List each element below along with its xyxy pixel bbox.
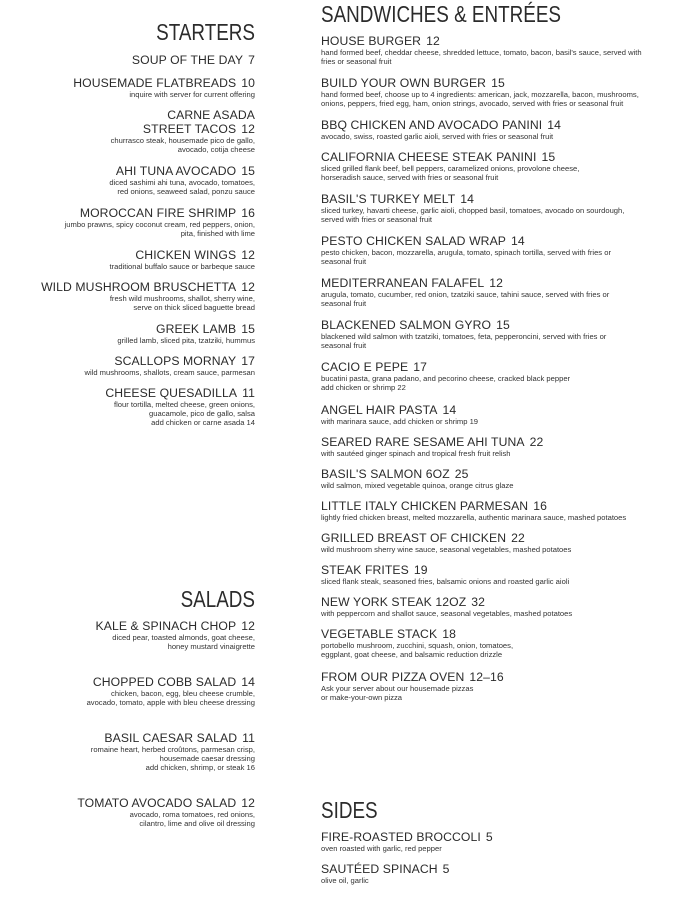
item-name: FIRE-ROASTED BROCCOLI xyxy=(321,830,481,844)
item-description: add chicken or carne asada 14 xyxy=(151,418,255,428)
item-description: hand formed beef, choose up to 4 ingredients: american, jack, mozzarella, bacon, mushrooms, xyxy=(321,90,639,99)
item-name: CHEESE QUESADILLA xyxy=(105,386,238,400)
menu-item xyxy=(87,675,255,707)
item-price: 10 xyxy=(241,76,255,90)
item-price: 14 xyxy=(460,192,475,206)
salads-section xyxy=(0,587,255,611)
item-price: 14 xyxy=(511,234,525,248)
item-description: cilantro, lime and olive oil dressing xyxy=(139,819,255,829)
item-price: 18 xyxy=(442,627,456,641)
item-price: 16 xyxy=(241,206,255,220)
item-price: 12 xyxy=(241,280,255,294)
item-description: with marinara sauce, add chicken or shrimp 19 xyxy=(321,417,479,426)
item-price: 22 xyxy=(529,435,544,449)
item-price: 5 xyxy=(442,862,450,876)
item-description: diced pear, toasted almonds, goat cheese, xyxy=(112,633,255,642)
item-price: 12 xyxy=(241,619,255,633)
item-name: CALIFORNIA CHEESE STEAK PANINI xyxy=(321,150,537,164)
item-price: 12 xyxy=(241,796,255,810)
item-description: wild salmon, mixed vegetable quinoa, orange citrus glaze xyxy=(321,481,514,490)
menu-item xyxy=(41,280,255,312)
item-description: portobello mushroom, zucchini, squash, onion, tomatoes, xyxy=(321,641,514,650)
item-price: 12 xyxy=(426,34,440,48)
item-description: serve on thick sliced baguette bread xyxy=(133,303,255,313)
menu-item xyxy=(77,796,255,828)
item-description: romaine heart, herbed croûtons, parmesan crisp, xyxy=(90,745,255,754)
item-description: diced sashimi ahi tuna, avocado, tomatoes, xyxy=(109,178,255,187)
item-description: fresh wild mushrooms, shallot, sherry wine, xyxy=(109,294,255,303)
item-price: 17 xyxy=(241,354,255,368)
item-description: fries or seasonal fruit xyxy=(321,57,392,67)
item-price: 14 xyxy=(241,675,255,689)
item-description: avocado, swiss, roasted garlic aioli, served with fries or seasonal fruit xyxy=(321,132,554,141)
item-description: arugula, tomato, cucumber, red onion, tzatziki sauce, tahini sauce, served with fries or xyxy=(321,290,610,299)
item-name: BBQ CHICKEN AND AVOCADO PANINI xyxy=(321,118,543,132)
item-description: eggplant, goat cheese, and balsamic reduction drizzle xyxy=(321,650,503,660)
item-name: LITTLE ITALY CHICKEN PARMESAN xyxy=(321,499,529,513)
item-name: SCALLOPS MORNAY xyxy=(114,354,237,368)
item-description: jumbo prawns, spicy coconut cream, red peppers, onion, xyxy=(64,220,255,229)
item-name: MEDITERRANEAN FALAFEL xyxy=(321,276,485,290)
item-name: VEGETABLE STACK xyxy=(321,627,438,641)
menu-item xyxy=(321,435,543,458)
item-description: horseradish sauce, served with fries or seasonal fruit xyxy=(321,173,499,183)
item-name: BUILD YOUR OWN BURGER xyxy=(321,76,487,90)
item-name: GREEK LAMB xyxy=(155,322,237,336)
item-description: with peppercorn and shallot sauce, seasonal vegetables, mashed potatoes xyxy=(321,609,573,618)
item-description: avocado, tomato, apple with bleu cheese dressing xyxy=(86,698,255,708)
item-description: served with fries or seasonal fruit xyxy=(321,215,432,225)
menu-item xyxy=(321,563,569,586)
item-price: 19 xyxy=(413,563,428,577)
item-description: avocado, cotija cheese xyxy=(177,145,255,155)
item-name: HOUSEMADE FLATBREADS xyxy=(73,76,237,90)
item-description: red onions, seaweed salad, ponzu sauce xyxy=(117,187,255,197)
item-price: 11 xyxy=(242,731,255,745)
item-description: oven roasted with garlic, red pepper xyxy=(321,844,442,853)
menu-item xyxy=(91,731,255,773)
item-price: 15 xyxy=(241,164,255,178)
item-description: flour tortilla, melted cheese, green onions, xyxy=(114,400,255,409)
menu-item xyxy=(73,76,255,99)
item-description: add chicken, shrimp, or steak 16 xyxy=(145,763,255,773)
menu-item xyxy=(117,322,255,345)
entrees-section xyxy=(321,2,681,26)
item-name: HOUSE BURGER xyxy=(321,34,422,48)
item-description: traditional buffalo sauce or barbeque sauce xyxy=(109,262,255,271)
item-name: STEAK FRITES xyxy=(321,563,409,577)
item-name: CARNE ASADA xyxy=(167,108,255,122)
item-description: hand formed beef, cheddar cheese, shredded lettuce, tomato, bacon, basil's sauce, served with xyxy=(321,48,642,57)
item-price: 15 xyxy=(496,318,510,332)
item-description: blackened wild salmon with tzatziki, tomatoes, feta, pepperoncini, served with fries or xyxy=(321,332,607,341)
item-name: WILD MUSHROOM BRUSCHETTA xyxy=(41,280,237,294)
item-description: with sautéed ginger spinach and tropical fresh fruit relish xyxy=(321,449,511,458)
item-name-line2: STREET TACOS xyxy=(142,122,237,136)
left-column xyxy=(0,20,255,44)
menu-item xyxy=(109,164,255,196)
item-name: GRILLED BREAST OF CHICKEN xyxy=(321,531,507,545)
item-description: add chicken or shrimp 22 xyxy=(321,383,406,393)
menu-item xyxy=(321,862,450,885)
item-description: grilled lamb, sliced pita, tzatziki, hummus xyxy=(117,336,255,345)
item-price: 14 xyxy=(442,403,457,417)
item-description: olive oil, garlic xyxy=(321,876,369,885)
item-name: AHI TUNA AVOCADO xyxy=(115,164,237,178)
item-name: CHOPPED COBB SALAD xyxy=(92,675,237,689)
item-price: 12 xyxy=(241,122,255,136)
menu-item xyxy=(321,234,611,266)
item-description: housemade caesar dressing xyxy=(159,754,255,764)
item-description: seasonal fruit xyxy=(321,257,367,267)
item-price: 14 xyxy=(547,118,562,132)
item-name: SEARED RARE SESAME AHI TUNA xyxy=(321,435,525,449)
item-price: 32 xyxy=(471,595,486,609)
menu-item xyxy=(321,150,579,182)
item-price: 15 xyxy=(241,322,255,336)
menu-item xyxy=(321,595,572,618)
item-price: 15 xyxy=(541,150,556,164)
item-name: PESTO CHICKEN SALAD WRAP xyxy=(321,234,507,248)
item-price: 25 xyxy=(454,467,469,481)
item-price: 17 xyxy=(413,360,427,374)
item-description: inquire with server for current offering xyxy=(129,90,255,99)
menu-item xyxy=(111,108,255,154)
item-name: BASIL CAESAR SALAD xyxy=(104,731,238,745)
menu-item xyxy=(95,619,255,651)
menu-item xyxy=(321,192,624,224)
item-description: wild mushrooms, shallots, cream sauce, parmesan xyxy=(84,368,255,377)
item-description: honey mustard vinaigrette xyxy=(167,642,255,652)
item-description: sliced flank steak, seasoned fries, balsamic onions and roasted garlic aioli xyxy=(321,577,570,586)
menu-item xyxy=(105,386,255,428)
item-description: sliced turkey, havarti cheese, garlic aioli, chopped basil, tomatoes, avocado on sourdough, xyxy=(321,206,625,215)
item-description: wild mushroom sherry wine sauce, seasonal vegetables, mashed potatoes xyxy=(321,545,572,554)
item-description: onions, peppers, fried egg, ham, onion strings, avocado, served with fries or seasonal fruit xyxy=(321,99,624,109)
menu-item xyxy=(321,403,478,426)
item-description: Ask your server about our housemade pizzas xyxy=(321,684,474,693)
item-name: KALE & SPINACH CHOP xyxy=(95,619,237,633)
menu-item xyxy=(321,467,513,490)
item-price: 12–16 xyxy=(469,670,504,684)
item-price: 16 xyxy=(533,499,547,513)
item-description: avocado, roma tomatoes, red onions, xyxy=(129,810,255,819)
item-name: BASIL'S TURKEY MELT xyxy=(321,192,456,206)
sides-section xyxy=(321,798,681,822)
item-price: 12 xyxy=(241,248,255,262)
item-description: or make-your-own pizza xyxy=(321,693,403,703)
item-name: BLACKENED SALMON GYRO xyxy=(321,318,492,332)
item-description: pesto chicken, bacon, mozzarella, arugula, tomato, spinach tortilla, served with fries or xyxy=(321,248,611,257)
item-description: chicken, bacon, egg, bleu cheese crumble, xyxy=(111,689,255,698)
menu-item xyxy=(65,206,255,238)
menu-item xyxy=(321,830,493,853)
item-price: 12 xyxy=(489,276,504,290)
entrees-heading: SANDWICHES & ENTRÉES xyxy=(321,1,561,27)
item-price: 22 xyxy=(511,531,525,545)
item-description: seasonal fruit xyxy=(321,341,367,351)
item-description: lightly fried chicken breast, melted mozzarella, authentic marinara sauce, mashed potatoes xyxy=(321,513,627,522)
item-name: CHICKEN WINGS xyxy=(135,248,237,262)
menu-item xyxy=(321,670,504,702)
item-name: ANGEL HAIR PASTA xyxy=(321,403,438,417)
item-name: CACIO E PEPE xyxy=(321,360,409,374)
item-description: bucatini pasta, grana padano, and pecorino cheese, cracked black pepper xyxy=(321,374,571,383)
item-description: seasonal fruit xyxy=(321,299,367,309)
starters-heading: STARTERS xyxy=(156,19,255,45)
menu-item xyxy=(321,76,639,108)
menu-item xyxy=(132,53,255,67)
item-price: 15 xyxy=(491,76,505,90)
item-name: FROM OUR PIZZA OVEN xyxy=(321,670,465,684)
menu-item xyxy=(321,276,609,308)
item-name: BASIL'S SALMON 6OZ xyxy=(321,467,450,481)
item-name: SOUP OF THE DAY xyxy=(131,53,244,67)
menu-item xyxy=(321,318,606,350)
menu-item xyxy=(321,499,626,522)
menu-item xyxy=(321,34,642,66)
menu-item xyxy=(109,248,255,271)
menu-item xyxy=(321,360,570,392)
item-price: 7 xyxy=(248,53,255,67)
item-description: churrasco steak, housemade pico de gallo, xyxy=(110,136,255,145)
item-name: TOMATO AVOCADO SALAD xyxy=(77,796,237,810)
item-description: pita, finished with lime xyxy=(180,229,255,239)
item-description: sliced grilled flank beef, bell peppers, caramelized onions, provolone cheese, xyxy=(321,164,580,173)
item-price: 11 xyxy=(242,386,255,400)
menu-item xyxy=(321,118,561,141)
sides-heading: SIDES xyxy=(321,797,378,823)
item-price: 5 xyxy=(485,830,493,844)
menu-item xyxy=(84,354,255,377)
item-name: SAUTÉED SPINACH xyxy=(321,862,438,876)
salads-heading: SALADS xyxy=(180,586,255,612)
item-name: NEW YORK STEAK 12OZ xyxy=(321,595,467,609)
menu-item xyxy=(321,627,513,659)
item-description: guacamole, pico de gallo, salsa xyxy=(149,409,255,419)
menu-item xyxy=(321,531,571,554)
item-name: MOROCCAN FIRE SHRIMP xyxy=(79,206,237,220)
